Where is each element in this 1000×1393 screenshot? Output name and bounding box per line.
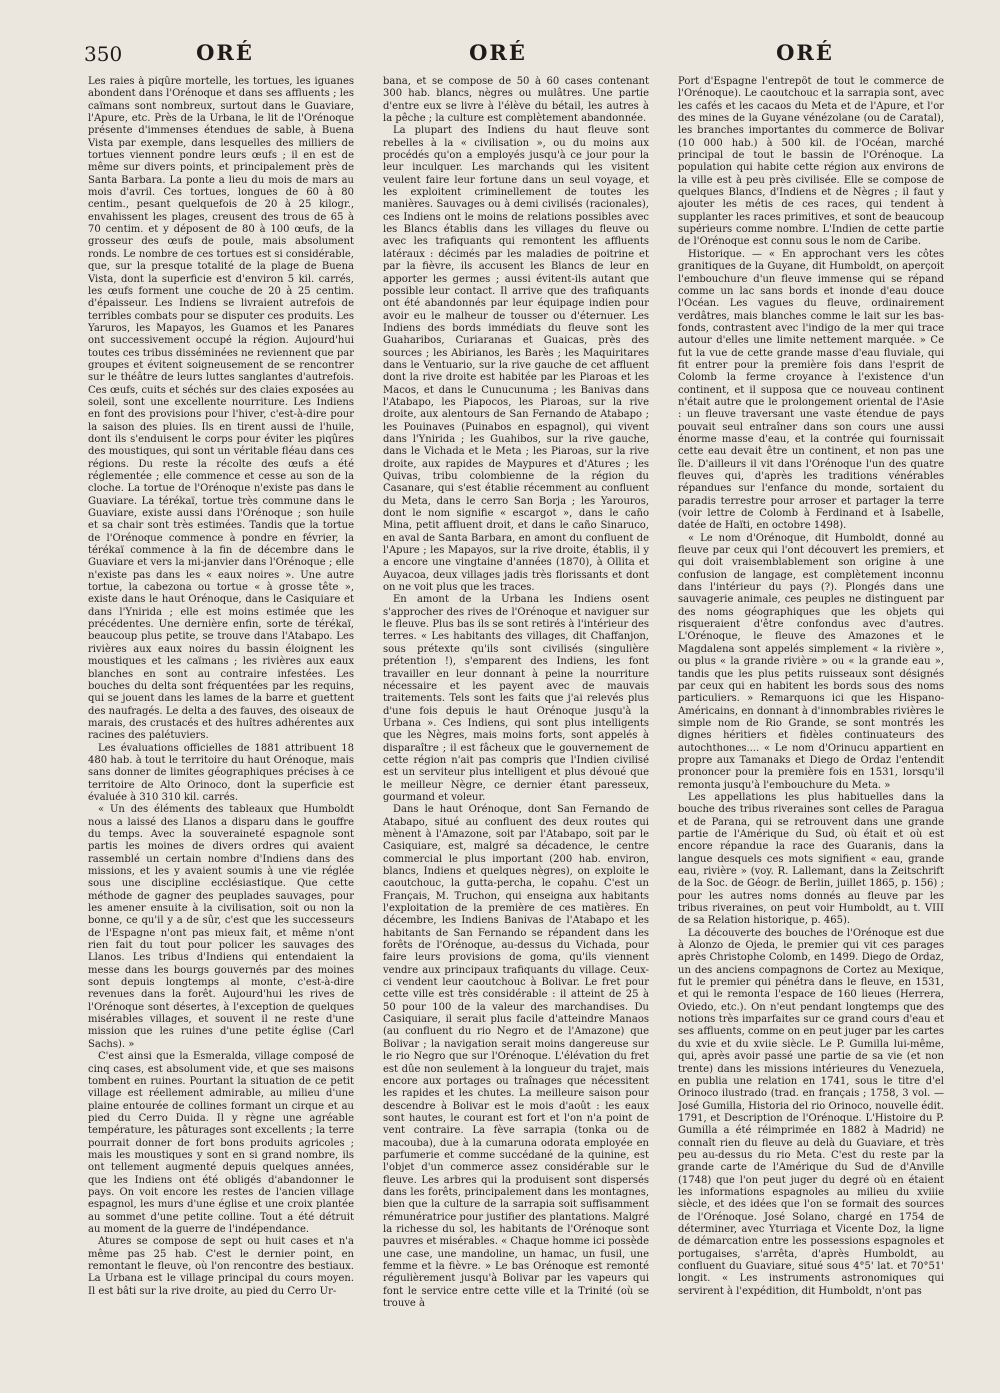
paragraph: C'est ainsi que la Esmeralda, village composé de cinq cases, est absolument vide, et que ses maisons tombent en ruines. Pourtant la situation de ce petit village est réellement admirable, au milieu d'une plaine entourée de collines formant un cirque et au pied du Cerro Duida. Il y règne une agréable température, les pâturages sont excellents ; la terre pourrait donner de fort bons produits agricoles ; mais les moustiques y sont en si grand nombre, ils ont tellement augmenté depuis quelques années, que les Indiens ont été obligés d'abandonner le pays. On voit encore les restes de l'ancien village espagnol, les murs d'une église et une croix plantée au sommet d'une petite colline. Tout a été détruit au moment de la guerre de l'indépendance. <box>88 1051 354 1235</box>
running-head-left: ORÉ <box>196 40 254 65</box>
paragraph: La découverte des bouches de l'Orénoque est due à Alonzo de Ojeda, le premier qui vit ces parages après Christophe Colomb, en 1499. Diego de Ordaz, un des anciens compagnons de Cortez au Mexique, fut le premier qui pénétra dans le fleuve, en 1531, et qui le remonta l'espace de 160 lieues (Herrera, Oviedo, etc.). On n'eut pendant longtemps que des notions très imparfaites sur ce grand cours d'eau et ses affluents, comme on en peut juger par les cartes du xvie et du xviie siècle. Le P. Gumilla lui-même, qui, après avoir passé une partie de sa vie (et non trente) dans les missions intérieures du Venezuela, en publia une relation en 1741, sous le titre d'el Orinoco ilustrado (trad. en français ; 1758, 3 vol. — José Gumilla, Historia del rio Orinoco, nouvelle édit. 1791, et Description de l'Orénoque. L'Histoire du P. Gumilla a été réimprimée en 1882 à Madrid) ne connaît rien du fleuve au delà du Guaviare, et très peu au-dessus du rio Meta. C'est du reste par la grande carte de l'Amérique du Sud de d'Anville (1748) que l'on peut juger du degré où en étaient les informations espagnoles au milieu du xviiie siècle, et des idées que l'on se formait des sources de l'Orénoque. José Solano, chargé en 1754 de déterminer, avec Yturriaga et Vicente Doz, la ligne de démarcation entre les possessions espagnoles et portugaises, s'arrêta, d'après Humboldt, au confluent du Guaviare, situé sous 4°5' lat. et 70°51' longit. « Les instruments astronomiques qui servirent à l'expédition, dit Humboldt, n'ont pas <box>678 927 944 1297</box>
paragraph: Les évaluations officielles de 1881 attribuent 18 480 hab. à tout le territoire du haut Orénoque, mais sans donner de limites géographiques précises à ce territoire de Alto Orinoco, dont la superficie est évaluée à 310 310 kil. carrés. <box>88 742 354 803</box>
paragraph: Dans le haut Orénoque, dont San Fernando de Atabapo, situé au confluent des deux routes qui mènent à l'Amazone, soit par l'Atabapo, soit par le Casiquiare, est, malgré sa décadence, le centre commercial le plus important (200 hab. environ, blancs, Indiens et quelques nègres), on exploite le caoutchouc, la gutta-percha, le copahu. C'est un Français, M. Truchon, qui enseigna aux habitants l'exploitation de la première de ces matières. En décembre, les Indiens Banivas de l'Atabapo et les habitants de San Fernando se répandent dans les forêts de l'Orénoque, au-dessus du Vichada, pour faire leurs provisions de goma, qu'ils viennent vendre aux principaux trafiquants du village. Ceux-ci vendent leur caoutchouc à Bolivar. Le fret pour cette ville est très considérable : il atteint de 25 à 50 pour 100 de la valeur des marchandises. Du Casiquiare, il serait plus facile d'atteindre Manaos (au confluent du rio Negro et de l'Amazone) que Bolivar ; la navigation serait moins dangereuse sur le rio Negro que sur l'Orénoque. L'élévation du fret est dûe non seulement à la longueur du trajet, mais encore aux portages ou traînages que nécessitent les rapides et les chutes. La meilleure saison pour descendre à Bolivar est le mois d'août : les eaux sont hautes, le courant est fort et l'on n'a point de vent contraire. La fève sarrapia (tonka ou de macouba), due à la cumaruna odorata employée en parfumerie et comme succédané de la quinine, est l'objet d'un commerce assez considérable sur le fleuve. Les arbres qui la produisent sont dispersés dans les forêts, principalement dans les montagnes, bien que la culture de la sarrapia soit suffisamment rémunératrice pour justifier des plantations. Malgré la richesse du sol, les habitants de l'Orénoque sont pauvres et misérables. « Chaque homme ici possède une case, une mandoline, un hamac, un fusil, une femme et la fièvre. » Le bas Orénoque est remonté régulièrement jusqu'à Bolivar par les vapeurs qui font le service entre cette ville et la Trinité (où se trouve à <box>383 804 649 1310</box>
page-header <box>0 40 1000 80</box>
paragraph: Les raies à piqûre mortelle, les tortues, les iguanes abondent dans l'Orénoque et dans ses affluents ; les caïmans sont nombreux, surtout dans le Guaviare, l'Apure, etc. Près de la Urbana, le lit de l'Orénoque présente d'immenses étendues de sable, à Buena Vista par exemple, dans lesquelles des milliers de tortues viennent pondre leurs œufs ; il en est de même sur divers points, et principalement près de Santa Barbara. La ponte a lieu du mois de mars au mois d'avril. Ces tortues, longues de 60 à 80 centim., pesant quelquefois de 20 à 25 kilogr., envahissent les plages, creusent des trous de 65 à 70 centim. et y déposent de 80 à 100 œufs, de la grosseur des œufs de poule, mais absolument ronds. Le nombre de ces tortues est si considérable, que, sur la presque totalité de la plage de Buena Vista, dont la superficie est d'environ 5 kil. carrés, les œufs forment une couche de 20 à 25 centim. d'épaisseur. Les Indiens se livraient autrefois de terribles combats pour se disputer ces produits. Les Yaruros, les Mapayos, les Guamos et les Panares ont successivement occupé la région. Aujourd'hui toutes ces tribus disséminées ne reviennent que par groupes et évitent soigneusement de se rencontrer sur le théâtre de leurs luttes sanglantes d'autrefois. Ces œufs, cuits et séchés sur des claies exposées au soleil, sont une excellente nourriture. Les Indiens en font des provisions pour l'hiver, c'est-à-dire pour la saison des pluies. Ils en tirent aussi de l'huile, dont ils s'enduisent le corps pour éviter les piqûres des moustiques, qui sont un véritable fléau dans ces régions. Du reste la récolte des œufs a été réglementée ; elle commence et cesse au son de la cloche. La tortue de l'Orénoque n'existe pas dans le Guaviare. La térékaï, tortue très commune dans le Guaviare, existe aussi dans l'Orénoque ; son huile et sa chair sont très estimées. Tandis que la tortue de l'Orénoque commence à pondre en février, la térékaï commence à la fin de décembre dans le Guaviare et vers la mi-janvier dans l'Orénoque ; elle n'existe pas dans les « eaux noires ». Une autre tortue, la cabezona ou tortue « à grosse tête », existe dans le haut Orénoque, dans le Casiquiare et dans l'Ynirida ; elle est moins estimée que les précédentes. Une dernière enfin, sorte de térékaï, beaucoup plus petite, se trouve dans l'Atabapo. Les rivières aux eaux noires du bassin éloignent les moustiques et les caïmans ; les rivières aux eaux blanches en sont au contraire infestées. Les bouches du delta sont fréquentées par les requins, qui se jouent dans les lames de la barre et guettent des naufragés. Le delta a des fauves, des oiseaux de marais, des crustacés et des huîtres adhérentes aux racines des palétuviers. <box>88 76 354 742</box>
paragraph: Historique. — « En approchant vers les côtes granitiques de la Guyane, dit Humboldt, on aperçoit l'embouchure d'un fleuve immense qui se répand comme un lac sans bords et inonde d'eau douce l'Océan. Les vagues du fleuve, ordinairement verdâtres, mais blanches comme le lait sur les bas-fonds, contrastent avec l'indigo de la mer qui trace autour d'elles une limite nettement marquée. » Ce fut la vue de cette grande masse d'eau fluviale, qui fit entrer pour la première fois dans l'esprit de Colomb la ferme croyance à l'existence d'un continent, et il supposa que ce nouveau continent n'était autre que le prolongement oriental de l'Asie : un fleuve traversant une vaste étendue de pays pouvait seul entraîner dans son cours une aussi énorme masse d'eau, et la contrée qui fournissait cette eau devait être un continent, et non pas une île. D'ailleurs il vit dans l'Orénoque l'un des quatre fleuves qui, d'après les traditions vénérables répandues sur l'enfance du monde, sortaient du paradis terrestre pour arroser et partager la terre (voir lettre de Colomb à Ferdinand et à Isabelle, datée de Haïti, en octobre 1498). <box>678 248 944 532</box>
paragraph: Les appellations les plus habituelles dans la bouche des tribus riveraines sont celles de Paragua et de Parana, qui se retrouvent dans une grande partie de l'Amérique du Sud, où était et où est encore répandue la race des Guaranis, dans la langue desquels ces mots signifient « eau, grande eau, rivière » (voy. R. Lallemant, dans la Zeitschrift de la Soc. de Géogr. de Berlin, juillet 1865, p. 156) ; pour les autres noms donnés au fleuve par les tribus riveraines, on peut voir Humboldt, au t. VIII de sa Relation historique, p. 465). <box>678 791 944 927</box>
column-right <box>678 76 944 1366</box>
page-number: 350 <box>84 42 123 66</box>
running-head-center: ORÉ <box>469 40 527 65</box>
paragraph: Port d'Espagne l'entrepôt de tout le commerce de l'Orénoque). Le caoutchouc et la sarrapia sont, avec les cafés et les cacaos du Meta et de l'Apure, et l'or des mines de la Guyane vénézolane (ou de Caratal), les branches importantes du commerce de Bolivar (10 000 hab.) à 500 kil. de l'Océan, marché principal de tout le bassin de l'Orénoque. La population qui habite cette région aux environs de la ville est à peu près civilisée. Elle se compose de quelques Blancs, d'Indiens et de Nègres ; il faut y ajouter les métis de ces races, qui tendent à supplanter les races primitives, et sont de beaucoup supérieurs comme nombre. L'Indien de cette partie de l'Orénoque est connu sous le nom de Caribe. <box>678 76 944 248</box>
paragraph: La plupart des Indiens du haut fleuve sont rebelles à la « civilisation », ou du moins aux procédés qu'on a employés jusqu'à ce jour pour la leur inculquer. Les marchands qui les visitent veulent faire leur fortune dans un seul voyage, et les exploitent criminellement de toutes les manières. Sauvages ou à demi civilisés (racionales), ces Indiens ont le moins de relations possibles avec les Blancs établis dans les villages du fleuve ou avec les trafiquants qui remontent les affluents latéraux : décimés par les maladies de poitrine et par la fièvre, ils accusent les Blancs de leur en apporter les germes ; aussi évitent-ils autant que possible leur contact. Il arrive que des trafiquants ont été abandonnés par leur équipage indien pour avoir eu le malheur de tousser ou d'éternuer. Les Indiens des bords immédiats du fleuve sont les Guaharibos, Curiaranas et Guaicas, près des sources ; les Abirianos, les Barès ; les Maquiritares dans le Ventuario, sur la rive gauche de cet affluent dont la rive droite est habitée par les Piaroas et les Macos, et dans le Cunucunuma ; les Banivas dans l'Atabapo, les Piapocos, les Piaroas, sur la rive droite, aux alentours de San Fernando de Atabapo ; les Pouinaves (Puinabos en espagnol), qui vivent dans l'Ynirida ; les Guahibos, sur la rive gauche, dans le Vichada et le Meta ; les Piaroas, sur la rive droite, aux rapides de Maypures et d'Atures ; les Quivas, tribu colombienne de la région du Casanare, qui s'est établie récemment au confluent du Meta, dans le cerro San Borja ; les Yarouros, dont le nom signifie « escargot », dans le caño Mina, petit affluent droit, et dans le caño Sinaruco, en aval de Santa Barbara, en amont du confluent de l'Apure ; les Mapayos, sur la rive droite, établis, il y a encore une vingtaine d'années (1870), à Ollita et Auyacoa, deux villages jadis très florissants et dont on ne voit plus que les traces. <box>383 125 649 594</box>
paragraph: « Un des éléments des tableaux que Humboldt nous a laissé des Llanos a disparu dans le gouffre du temps. Avec la souveraineté espagnole sont partis les moines de divers ordres qui avaient rassemblé un certain nombre d'Indiens dans des missions, et les y avaient soumis à une vie réglée sous une discipline ecclésiastique. Que cette méthode de gagner des peuplades sauvages, pour les amener ensuite à la civilisation, soit ou non la bonne, ce qu'il y a de sûr, c'est que les successeurs de l'Espagne n'ont pas mieux fait, et même n'ont rien fait du tout pour policer les sauvages des Llanos. Les tribus d'Indiens qui entendaient la messe dans les bourgs gouvernés par des moines sont depuis longtemps al monte, c'est-à-dire revenues dans la forêt. Aujourd'hui les rives de l'Orénoque sont désertes, à l'exception de quelques misérables villages, et souvent il ne reste d'une mission que les ruines d'une petite église (Carl Sachs). » <box>88 804 354 1050</box>
paragraph: En amont de la Urbana les Indiens osent s'approcher des rives de l'Orénoque et naviguer sur le fleuve. Plus bas ils se sont retirés à l'intérieur des terres. « Les habitants des villages, dit Chaffanjon, sous prétexte qu'ils sont civilisés (singulière prétention !), s'emparent des Indiens, les font travailler en leur donnant à peine la nourriture nécessaire et les payent avec de mauvais traitements. Tels sont les faits que j'ai relevés plus d'une fois depuis le haut Orénoque jusqu'à la Urbana ». Ces Indiens, qui sont plus intelligents que les Nègres, mais moins forts, sont appelés à disparaître ; il est fâcheux que le gouvernement de cette région n'ait pas compris que l'Indien civilisé est un serviteur plus intelligent et plus dévoué que le meilleur Nègre, ce dernier étant paresseux, gourmand et voleur. <box>383 594 649 803</box>
paragraph: « Le nom d'Orénoque, dit Humboldt, donné au fleuve par ceux qui l'ont découvert les premiers, et qui doit vraisemblablement son origine à une confusion de langage, est complètement inconnu dans l'intérieur du pays (?). Plongés dans une sauvagerie animale, ces peuples ne distinguent par des noms géographiques que les objets qui risqueraient d'être confondus avec d'autres. L'Orénoque, le fleuve des Amazones et le Magdalena sont appelés simplement « la rivière », ou plus « la grande rivière » ou « la grande eau », tandis que les plus petits ruisseaux sont désignés par ceux qui en habitent les bords sous des noms particuliers. » Remarquons ici que les Hispano-Américains, en donnant à d'innombrables rivières le simple nom de Rio Grande, se sont montrés les dignes héritiers et fidèles continuateurs des autochthones.... « Le nom d'Orinucu appartient en propre aux Tamanaks et Diego de Ordaz l'entendit prononcer pour la première fois en 1531, lorsqu'il remonta jusqu'à l'embouchure du Meta. » <box>678 532 944 791</box>
column-left <box>88 76 354 1366</box>
running-head-right: ORÉ <box>776 40 834 65</box>
text-columns <box>88 76 944 1366</box>
column-middle <box>383 76 649 1366</box>
paragraph: Atures se compose de sept ou huit cases et n'a même pas 25 hab. C'est le dernier point, en remontant le fleuve, où l'on rencontre des bestiaux. La Urbana est le village principal du cours moyen. Il est bâti sur la rive droite, au pied du Cerro Ur- <box>88 1236 354 1297</box>
paragraph: bana, et se compose de 50 à 60 cases contenant 300 hab. blancs, nègres ou mulâtres. Une partie d'entre eux se livre à l'élève du bétail, les autres à la pêche ; la culture est complètement abandonnée. <box>383 76 649 125</box>
